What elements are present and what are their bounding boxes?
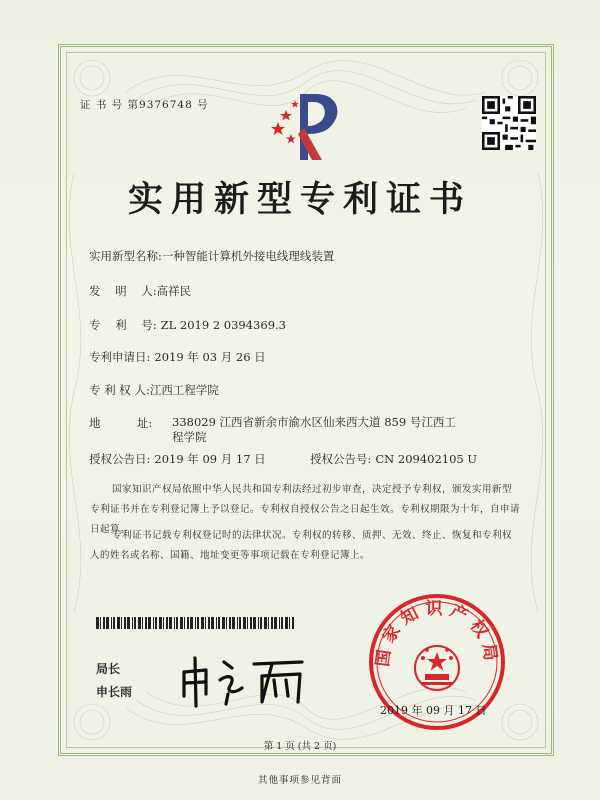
- field-patentee: [89, 382, 219, 398]
- barcode-bar: [153, 617, 154, 629]
- barcode-bar: [145, 617, 147, 629]
- field-application-date-value: 2019 年 03 月 26 日: [154, 350, 266, 364]
- barcode-bar: [268, 617, 269, 629]
- field-inventor: [89, 283, 191, 299]
- barcode-bar: [226, 617, 227, 629]
- field-address-label: 地 址:: [89, 416, 153, 430]
- field-application-date: [89, 349, 266, 365]
- qr-code-icon: [482, 96, 536, 150]
- barcode-bar: [111, 617, 112, 629]
- barcode-bar: [132, 617, 133, 629]
- field-patent-number-value: ZL 2019 2 0394369.3: [160, 318, 286, 332]
- barcode-icon: [96, 617, 296, 629]
- barcode-bar: [106, 617, 109, 629]
- certificate-number-label: 证 书 号 第: [80, 99, 140, 111]
- barcode-bar: [258, 617, 259, 629]
- barcode-bar: [253, 617, 256, 629]
- barcode-bar: [174, 617, 175, 629]
- barcode-bar: [113, 617, 115, 629]
- seal-text: 国家知识产权局: [373, 599, 501, 668]
- barcode-bar: [96, 617, 99, 629]
- barcode-bar: [271, 617, 273, 629]
- field-patentee-value: 江西工程学院: [149, 383, 219, 397]
- barcode-bar: [142, 617, 143, 629]
- barcode-bar: [222, 617, 225, 629]
- field-grant-number-value: CN 209402105 U: [375, 452, 478, 466]
- seal-date: 2019 年 09 月 17 日: [380, 704, 487, 717]
- barcode-bar: [289, 617, 290, 629]
- field-inventor-value: 高祥民: [156, 284, 192, 298]
- barcode-bar: [155, 617, 157, 629]
- certificate-number-suffix: 号: [197, 99, 209, 111]
- field-grant-date: [89, 451, 266, 467]
- field-grant-number: [310, 451, 477, 467]
- barcode-bar: [127, 617, 130, 629]
- barcode-bar: [218, 617, 220, 629]
- barcode-bar: [281, 617, 283, 629]
- barcode-bar: [232, 617, 235, 629]
- paragraph-legal-status: 专利证书记载专利权登记时的法律状况。专利权的转移、质押、无效、终止、恢复和专利权人的姓名或名称、国籍、地址变更等事项记载在专利登记簿上。: [90, 530, 513, 561]
- barcode-bar: [274, 617, 277, 629]
- field-grant-date-value: 2019 年 09 月 17 日: [154, 452, 266, 466]
- signature-title-label: 局长: [96, 662, 121, 676]
- barcode-bar: [195, 617, 196, 629]
- handwritten-signature: [176, 650, 316, 710]
- barcode-bar: [250, 617, 252, 629]
- footer-note: 其他事项参见背面: [257, 775, 342, 786]
- barcode-bar: [237, 617, 238, 629]
- field-name: [89, 248, 334, 264]
- page-number: 第 1 页 (共 2 页): [263, 741, 337, 752]
- barcode-bar: [134, 617, 136, 629]
- field-grant-number-label: 授权公告号:: [310, 452, 372, 466]
- field-patent-number: [89, 317, 286, 333]
- cnipa-logo-icon: [264, 88, 346, 166]
- barcode-bar: [121, 617, 122, 629]
- barcode-bar: [197, 617, 199, 629]
- barcode-bar: [117, 617, 120, 629]
- barcode-bar: [184, 617, 185, 629]
- signature-name-label: 申长雨: [96, 685, 133, 699]
- barcode-bar: [180, 617, 183, 629]
- field-application-date-label: 专利申请日:: [89, 350, 151, 364]
- barcode-bar: [205, 617, 206, 629]
- barcode-bar: [187, 617, 189, 629]
- certificate-number-line: [80, 97, 209, 112]
- field-patentee-label: 专 利 权 人:: [89, 383, 150, 397]
- barcode-bar: [247, 617, 248, 629]
- field-address-value: 338029 江西省新余市渝水区仙来西大道 859 号江西工程学院: [172, 415, 456, 444]
- field-grant-date-label: 授权公告日:: [89, 452, 151, 466]
- field-patent-number-label: 专 利 号:: [89, 318, 157, 332]
- field-name-label: 实用新型名称:: [89, 249, 162, 263]
- barcode-bar: [176, 617, 178, 629]
- barcode-bar: [138, 617, 141, 629]
- barcode-bar: [208, 617, 210, 629]
- certificate-number: 9376748: [139, 99, 193, 111]
- barcode-bar: [243, 617, 246, 629]
- barcode-bar: [201, 617, 204, 629]
- barcode-bar: [285, 617, 288, 629]
- certificate-title: 实用新型专利证书: [127, 179, 472, 220]
- barcode-bar: [264, 617, 267, 629]
- barcode-bar: [100, 617, 101, 629]
- barcode-bar: [169, 617, 172, 629]
- field-inventor-label: 发 明 人:: [89, 284, 157, 298]
- barcode-bar: [163, 617, 164, 629]
- barcode-bar: [124, 617, 126, 629]
- barcode-bar: [148, 617, 151, 629]
- barcode-bar: [103, 617, 105, 629]
- barcode-bar: [292, 617, 294, 629]
- paragraph-grant-statement: 国家知识产权局依照中华人民共和国专利法经过初步审查，决定授予专利权，颁发实用新型专利证书并在专利登记簿上予以登记。专利权自授权公告之日起生效。专利权期限为十年，自申请日起算。: [90, 484, 521, 535]
- barcode-bar: [216, 617, 217, 629]
- barcode-bar: [190, 617, 193, 629]
- barcode-bar: [260, 617, 262, 629]
- barcode-bar: [159, 617, 162, 629]
- barcode-bar: [239, 617, 241, 629]
- barcode-bar: [211, 617, 214, 629]
- field-name-value: 一种智能计算机外接电线理线装置: [161, 249, 335, 263]
- barcode-bar: [166, 617, 168, 629]
- barcode-bar: [229, 617, 231, 629]
- field-address: [89, 415, 152, 431]
- barcode-bar: [279, 617, 280, 629]
